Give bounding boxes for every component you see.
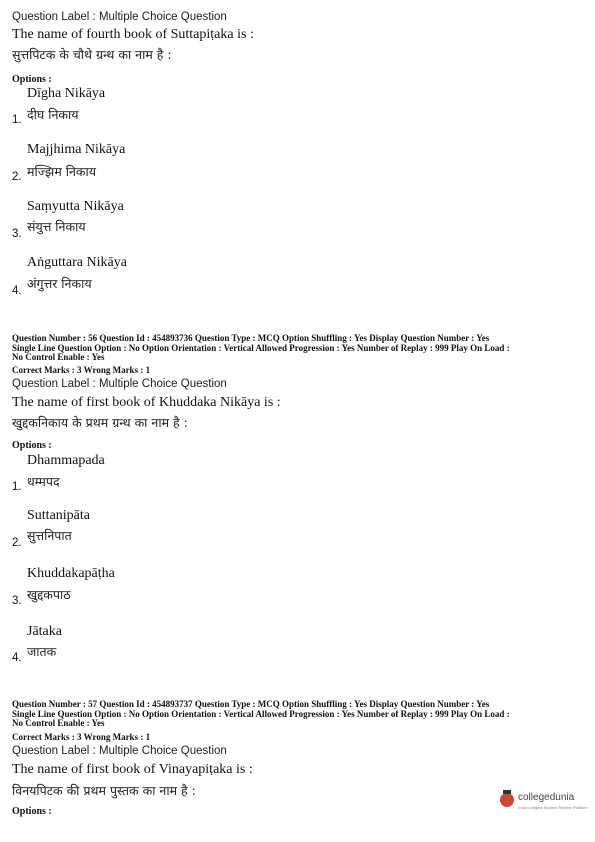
option-1-en[interactable]: Dhammapada: [27, 453, 105, 468]
options-label: Options :: [12, 74, 52, 85]
option-4-hi: जातक: [27, 644, 57, 659]
question-meta-line-2: Single Line Question Option : No Option Orientation : Vertical Allowed Progression : Yes Number of Replay : 999 Play On Load :: [12, 343, 510, 353]
option-1-number: 1.: [12, 481, 22, 493]
logo-tagline: India's largest Student Review Platform: [518, 805, 588, 810]
option-4-hi: अंगुत्तर निकाय: [27, 276, 92, 291]
option-3-number: 3.: [12, 228, 22, 240]
question-text-en: The name of first book of Khuddaka Nikāya is :: [12, 395, 281, 410]
option-2-hi: मज्झिम निकाय: [27, 164, 97, 179]
question-meta-line-1: Question Number : 56 Question Id : 454893736 Question Type : MCQ Option Shuffling : Yes Display Question Number : Yes: [12, 333, 490, 343]
question-label: Question Label : Multiple Choice Question: [12, 378, 227, 390]
marks-info: Correct Marks : 3 Wrong Marks : 1: [12, 732, 151, 742]
question-text-hi: सुत्तपिटक के चौथे ग्रन्थ का नाम है :: [12, 47, 172, 62]
option-1-en[interactable]: Dīgha Nikāya: [27, 86, 106, 101]
option-1-hi: दीघ निकाय: [27, 107, 79, 122]
question-text-hi: विनयपिटक की प्रथम पुस्तक का नाम है :: [12, 783, 196, 798]
logo-text: collegedunia: [518, 792, 575, 803]
option-1-number: 1.: [12, 114, 22, 126]
option-3-hi: खुद्दकपाठ: [27, 587, 71, 602]
option-3-number: 3.: [12, 595, 22, 607]
question-text-en: The name of first book of Vinayapiṭaka is :: [12, 762, 253, 777]
option-3-en[interactable]: Saṃyutta Nikāya: [27, 199, 124, 214]
option-2-hi: सुत्तनिपात: [27, 528, 72, 543]
question-label: Question Label : Multiple Choice Question: [12, 11, 227, 23]
option-3-hi: संयुत्त निकाय: [27, 219, 86, 234]
options-label: Options :: [12, 806, 52, 817]
option-2-number: 2.: [12, 537, 22, 549]
option-1-hi: धम्मपद: [27, 474, 60, 489]
question-text-en: The name of fourth book of Suttapiṭaka is :: [12, 27, 254, 42]
option-4-en[interactable]: Jātaka: [27, 624, 62, 639]
option-3-en[interactable]: Khuddakapāṭha: [27, 566, 115, 581]
collegedunia-logo[interactable]: [500, 790, 590, 816]
question-label: Question Label : Multiple Choice Question: [12, 745, 227, 757]
question-meta-line-3: No Control Enable : Yes: [12, 352, 105, 362]
question-meta-line-2: Single Line Question Option : No Option Orientation : Vertical Allowed Progression : Yes Number of Replay : 999 Play On Load :: [12, 709, 510, 719]
option-4-number: 4.: [12, 652, 22, 664]
question-meta-line-3: No Control Enable : Yes: [12, 718, 105, 728]
option-4-en[interactable]: Aṅguttara Nikāya: [27, 255, 127, 270]
question-text-hi: खुद्दकनिकाय के प्रथम ग्रन्थ का नाम है :: [12, 415, 188, 430]
option-2-en[interactable]: Majjhima Nikāya: [27, 142, 126, 157]
graduation-cap-icon: [500, 793, 514, 807]
options-label: Options :: [12, 440, 52, 451]
option-2-en[interactable]: Suttanipāta: [27, 508, 90, 523]
marks-info: Correct Marks : 3 Wrong Marks : 1: [12, 365, 151, 375]
question-meta-line-1: Question Number : 57 Question Id : 454893737 Question Type : MCQ Option Shuffling : Yes Display Question Number : Yes: [12, 699, 490, 709]
option-2-number: 2.: [12, 171, 22, 183]
option-4-number: 4.: [12, 285, 22, 297]
